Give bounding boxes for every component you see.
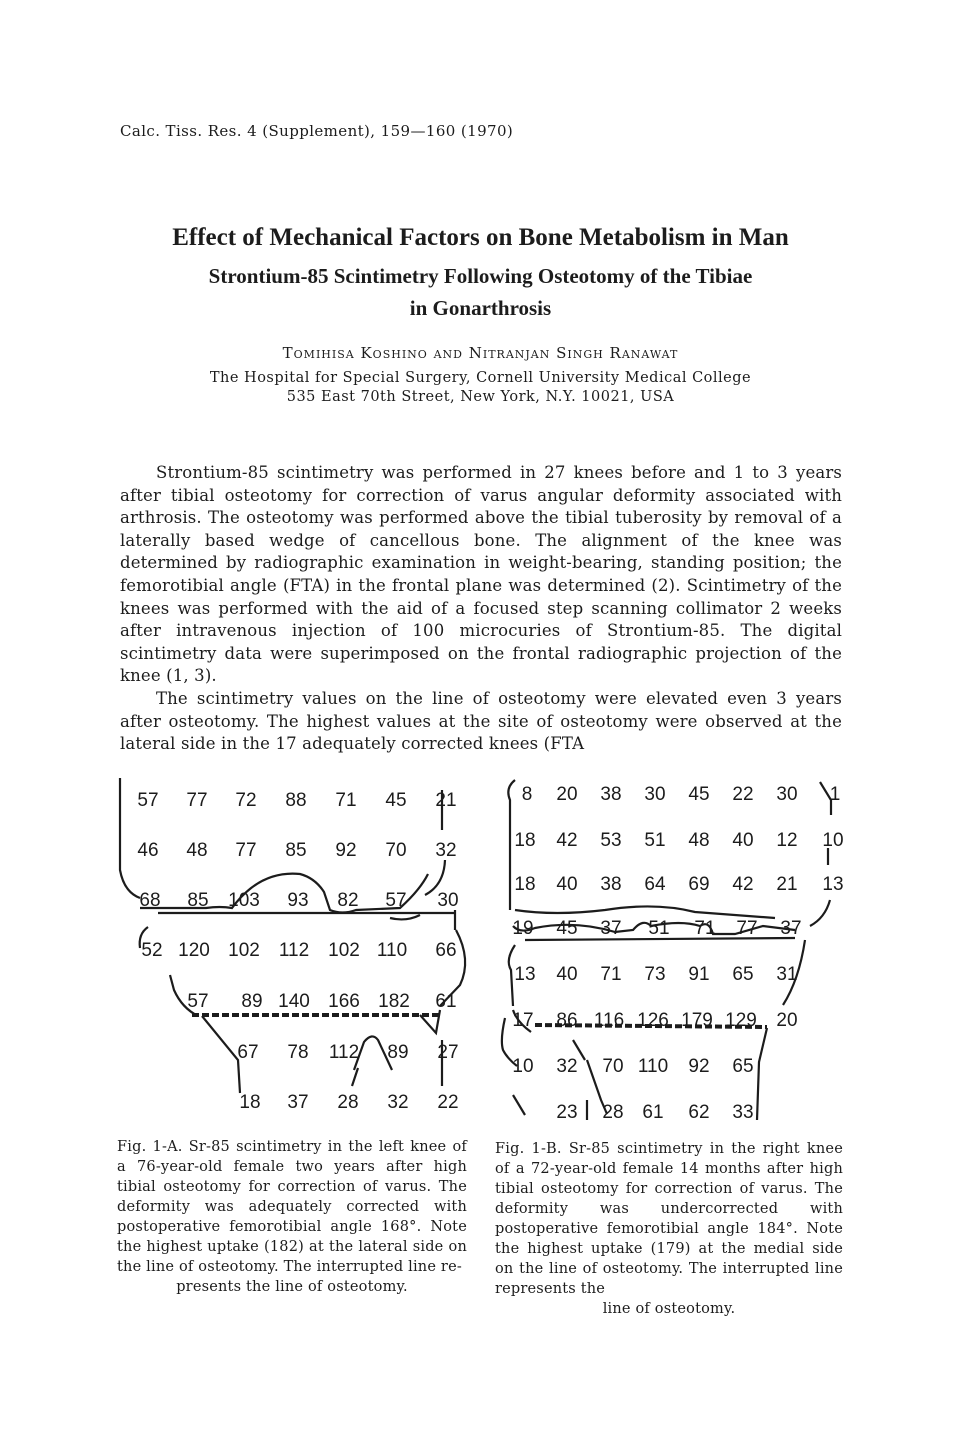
scintimetry-value: 126	[637, 1010, 669, 1031]
scintimetry-value: 13	[822, 874, 844, 895]
scintimetry-value: 129	[725, 1010, 757, 1031]
journal-citation: Calc. Tiss. Res. 4 (Supplement), 159—160 (1970)	[120, 122, 514, 140]
scintimetry-value: 92	[335, 840, 357, 861]
scintimetry-value: 38	[600, 874, 622, 895]
scintimetry-value: 182	[378, 991, 410, 1012]
scintimetry-value: 66	[435, 940, 457, 961]
scintimetry-value: 37	[780, 918, 802, 939]
scintimetry-value: 69	[688, 874, 710, 895]
scintimetry-value: 67	[237, 1042, 259, 1063]
caption-text: Fig. 1-A. Sr-85 scintimetry in the left knee of a 76-year-old female two years after high tibial osteotomy for correction of varus. The deformity was adequately corrected with postoperative femorotibial angle 168°. Note the highest uptake (182) at the lateral side on the line of osteotomy. The interrupted line re-	[117, 1139, 467, 1275]
scintimetry-value: 18	[239, 1092, 261, 1113]
scintimetry-value: 61	[642, 1102, 664, 1123]
scintimetry-value: 77	[235, 840, 257, 861]
scintimetry-value: 40	[556, 874, 578, 895]
scintimetry-value: 52	[141, 940, 163, 961]
scintimetry-value: 93	[287, 890, 309, 911]
caption-text-last-line: line of osteotomy.	[602, 1301, 736, 1317]
scintimetry-value: 17	[512, 1010, 534, 1031]
scintimetry-value: 73	[644, 964, 666, 985]
scintimetry-value: 30	[437, 890, 459, 911]
body-paragraph: Strontium-85 scintimetry was performed in 27 knees before and 1 to 3 years after tibial osteotomy for correction of varus angular deformity associated with arthrosis. The osteotomy was performed above the tibial tuberosity by removal of a laterally based wedge of cancellous bone. The alignment of the knee was determined by radiographic examination in weight-bearing, standing position; the femorotibial angle (FTA) in the frontal plane was determined (2). Scintimetry of the knees was performed with the aid of a focused step scanning collimator 2 weeks after intravenous injection of 100 microcuries of Strontium-85. The digital scintimetry data were superimposed on the frontal radiographic projection of the knee (1, 3).	[120, 463, 842, 686]
scintimetry-value: 89	[387, 1042, 409, 1063]
scintimetry-value: 13	[514, 964, 536, 985]
scintimetry-value: 77	[186, 790, 208, 811]
body-text	[120, 462, 842, 756]
scintimetry-value: 51	[644, 830, 666, 851]
scintimetry-value: 21	[776, 874, 798, 895]
scintimetry-value: 110	[637, 1056, 669, 1077]
scintimetry-value: 91	[688, 964, 710, 985]
scintimetry-value: 102	[228, 940, 260, 961]
scintimetry-value: 32	[387, 1092, 409, 1113]
scintimetry-value: 32	[435, 840, 457, 861]
scintimetry-value: 116	[593, 1010, 625, 1031]
scintimetry-value: 85	[187, 890, 209, 911]
scintimetry-value: 86	[556, 1010, 578, 1031]
scintimetry-value: 40	[556, 964, 578, 985]
scintimetry-value: 21	[435, 790, 457, 811]
scintimetry-value: 40	[732, 830, 754, 851]
scintimetry-value: 179	[681, 1010, 713, 1031]
scintimetry-value: 10	[512, 1056, 534, 1077]
paper-title: Effect of Mechanical Factors on Bone Metabolism in Man	[172, 224, 789, 251]
scintimetry-value: 12	[776, 830, 798, 851]
scintimetry-value: 20	[556, 784, 578, 805]
scintimetry-value: 110	[376, 940, 408, 961]
scintimetry-value: 65	[732, 964, 754, 985]
scintimetry-value: 53	[600, 830, 622, 851]
scintimetry-value: 22	[437, 1092, 459, 1113]
caption-text: Fig. 1-B. Sr-85 scintimetry in the right knee of a 72-year-old female 14 months after high tibial osteotomy for correction of varus. The deformity was undercorrected with postoperative femorotibial angle 184°. Note the highest uptake (179) at the medial side on the line of osteotomy. The interrupted line represents the	[495, 1141, 843, 1297]
scintimetry-value: 72	[235, 790, 257, 811]
scintimetry-value: 65	[732, 1056, 754, 1077]
scintimetry-value: 22	[732, 784, 754, 805]
scintimetry-value: 46	[137, 840, 159, 861]
caption-text-last-line: presents the line of osteotomy.	[176, 1279, 408, 1295]
scintimetry-value: 45	[688, 784, 710, 805]
scintimetry-value: 33	[732, 1102, 754, 1123]
scintimetry-value: 57	[187, 991, 209, 1012]
scintimetry-value: 37	[600, 918, 622, 939]
figure-1b-scintimetry-diagram	[495, 770, 851, 1130]
figure-1b-values	[512, 784, 843, 1123]
scintimetry-value: 140	[278, 991, 310, 1012]
scintimetry-value: 71	[335, 790, 357, 811]
scintimetry-value: 120	[178, 940, 210, 961]
scintimetry-value: 30	[644, 784, 666, 805]
scintimetry-value: 88	[285, 790, 307, 811]
scintimetry-value: 19	[512, 918, 534, 939]
scintimetry-value: 89	[241, 991, 263, 1012]
paper-subtitle-line2: in Gonarthrosis	[409, 296, 552, 320]
scintimetry-value: 62	[688, 1102, 710, 1123]
scintimetry-value: 57	[385, 890, 407, 911]
scintimetry-value: 20	[776, 1010, 798, 1031]
paper-subtitle-line1: Strontium-85 Scintimetry Following Osteotomy of the Tibiae	[208, 264, 753, 288]
figure-1b-caption	[495, 1139, 843, 1319]
scintimetry-value: 18	[514, 874, 536, 895]
body-paragraph: The scintimetry values on the line of osteotomy were elevated even 3 years after osteotomy. The highest values at the site of osteotomy were observed at the lateral side in the 17 adequately corrected knees (FTA	[120, 688, 842, 754]
scintimetry-value: 112	[278, 940, 310, 961]
scintimetry-value: 61	[435, 991, 457, 1012]
scintimetry-value: 28	[602, 1102, 624, 1123]
scintimetry-value: 102	[328, 940, 360, 961]
scintimetry-value: 82	[337, 890, 359, 911]
scintimetry-value: 103	[228, 890, 260, 911]
scintimetry-value: 51	[648, 918, 670, 939]
scintimetry-value: 64	[644, 874, 666, 895]
scintimetry-value: 32	[556, 1056, 578, 1077]
scintimetry-value: 38	[600, 784, 622, 805]
scintimetry-value: 70	[602, 1056, 624, 1077]
scintimetry-value: 78	[287, 1042, 309, 1063]
scintimetry-value: 1	[829, 784, 841, 805]
scintimetry-value: 77	[736, 918, 758, 939]
figure-1a-values	[137, 790, 458, 1113]
scintimetry-value: 45	[385, 790, 407, 811]
scintimetry-value: 31	[776, 964, 798, 985]
scintimetry-value: 57	[137, 790, 159, 811]
scintimetry-value: 112	[328, 1042, 360, 1063]
scintimetry-value: 92	[688, 1056, 710, 1077]
scintimetry-value: 10	[822, 830, 844, 851]
scintimetry-value: 70	[385, 840, 407, 861]
affiliation-institution: The Hospital for Special Surgery, Cornell University Medical College	[209, 370, 752, 386]
scintimetry-value: 71	[694, 918, 716, 939]
scintimetry-value: 18	[514, 830, 536, 851]
scintimetry-value: 45	[556, 918, 578, 939]
figure-1a-scintimetry-diagram	[110, 770, 480, 1130]
scintimetry-value: 8	[521, 784, 533, 805]
scintimetry-value: 71	[600, 964, 622, 985]
figure-1a-caption	[117, 1137, 467, 1297]
author-list: Tomihisa Koshino and Nitranjan Singh Ranawat	[282, 344, 679, 362]
scintimetry-value: 68	[139, 890, 161, 911]
scintimetry-value: 48	[688, 830, 710, 851]
scintimetry-value: 42	[732, 874, 754, 895]
scintimetry-value: 42	[556, 830, 578, 851]
scintimetry-value: 85	[285, 840, 307, 861]
affiliation-address: 535 East 70th Street, New York, N.Y. 10021, USA	[286, 389, 675, 405]
scintimetry-value: 166	[328, 991, 360, 1012]
scintimetry-value: 28	[337, 1092, 359, 1113]
scintimetry-value: 37	[287, 1092, 309, 1113]
scintimetry-value: 48	[186, 840, 208, 861]
scintimetry-value: 27	[437, 1042, 459, 1063]
scintimetry-value: 23	[556, 1102, 578, 1123]
scintimetry-value: 30	[776, 784, 798, 805]
